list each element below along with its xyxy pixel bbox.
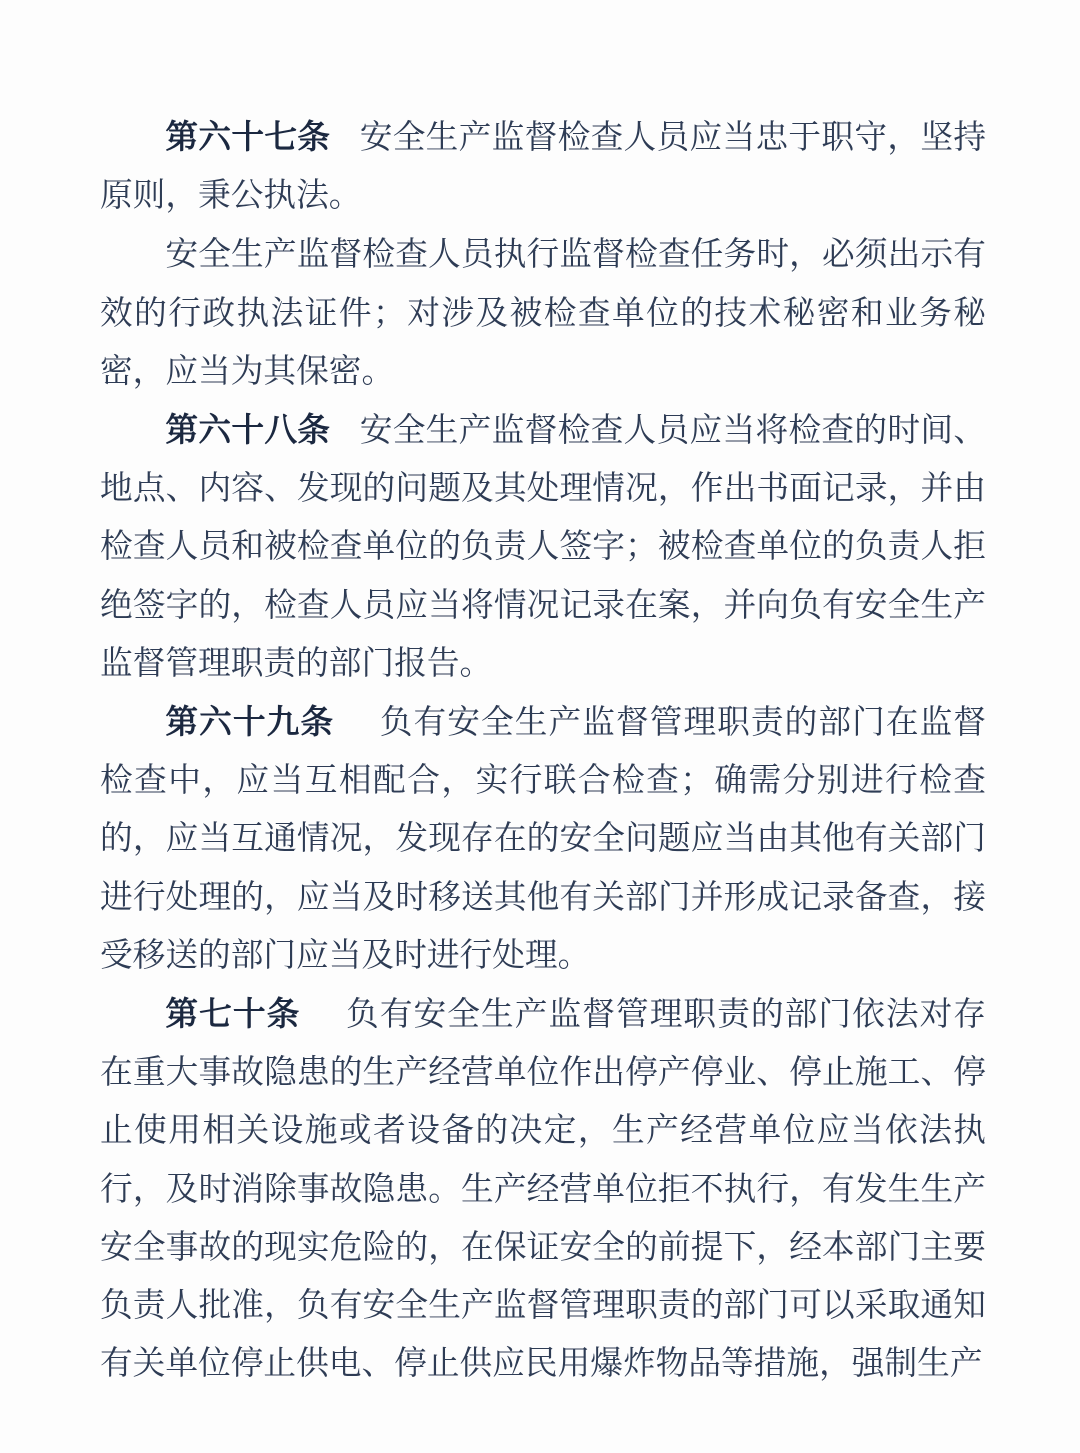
paragraph-text: 安全生产监督检查人员应当忠于职守，坚持原则，秉公执法。 [100, 120, 987, 215]
paragraph [100, 985, 986, 1393]
article-number: 第六十九条 [165, 703, 335, 741]
article-number: 第七十条 [165, 995, 301, 1033]
article-number: 第六十八条 [165, 411, 331, 449]
paragraph [100, 108, 986, 225]
paragraph-text: 安全生产监督检查人员应当将检查的时间、地点、内容、发现的问题及其处理情况，作出书面记录，并由检查人员和被检查单位的负责人签字；被检查单位的负责人拒绝签字的，检查人员应当将情况记录在案，并向负有安全生产监督管理职责的部门报告。 [100, 413, 987, 682]
paragraph-text: 负有安全生产监督管理职责的部门在监督检查中，应当互相配合，实行联合检查；确需分别进行检查的，应当互通情况，发现存在的安全问题应当由其他有关部门进行处理的，应当及时移送其他有关部门并形成记录备查，接受移送的部门应当及时进行处理。 [100, 705, 986, 974]
paragraph [100, 693, 986, 985]
article-number: 第六十七条 [165, 118, 331, 155]
paragraph [100, 225, 986, 401]
paragraph-text: 负有安全生产监督管理职责的部门依法对存在重大事故隐患的生产经营单位作出停产停业、停止施工、停止使用相关设施或者设备的决定，生产经营单位应当依法执行，及时消除事故隐患。生产经营单位拒不执行，有发生生产安全事故的现实危险的，在保证安全的前提下，经本部门主要负责人批准，负有安全生产监督管理职责的部门可以采取通知有关单位停止供电、停止供应民用爆炸物品等措施，强制生产 [100, 997, 986, 1383]
paragraph-text: 安全生产监督检查人员执行监督检查任务时，必须出示有效的行政执法证件；对涉及被检查单位的技术秘密和业务秘密，应当为其保密。 [100, 237, 986, 390]
paragraph [100, 401, 986, 693]
law-text-block [100, 0, 986, 1393]
